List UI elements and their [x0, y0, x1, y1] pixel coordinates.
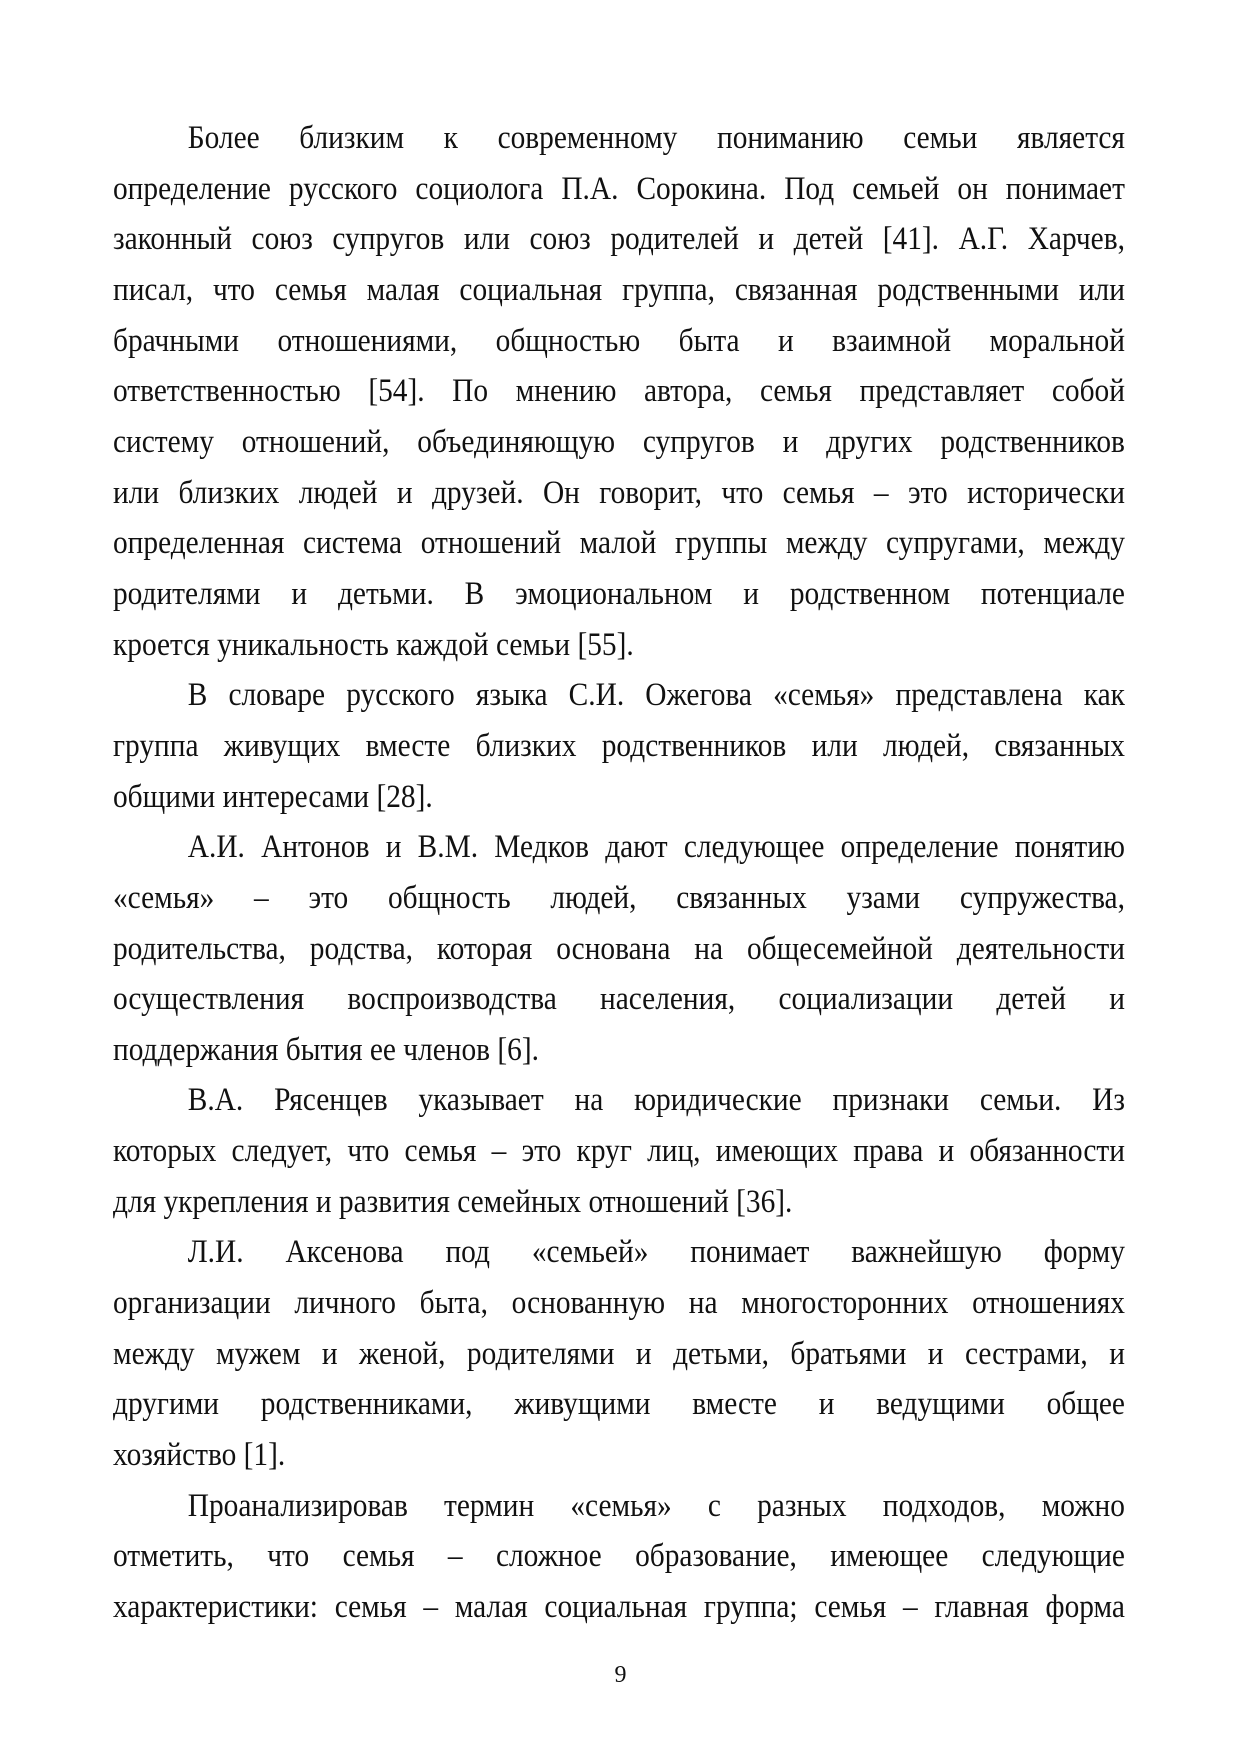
text-line: Более близким к современному пониманию семьи является — [187, 120, 1125, 156]
text-line: другими родственниками, живущими вместе и ведущими общее — [113, 1386, 1125, 1423]
text-line: определенная система отношений малой группы между супругами, между — [113, 525, 1125, 562]
paragraph — [113, 1481, 1125, 1633]
text-line: ответственностью [54]. По мнению автора, семья представляет собой — [113, 373, 1125, 410]
text-line: определение русского социолога П.А. Сорокина. Под семьей он понимает — [113, 170, 1125, 207]
page-body — [113, 113, 1125, 1633]
page-number: 9 — [614, 1662, 627, 1688]
text-line: брачными отношениями, общностью быта и взаимной моральной — [113, 322, 1125, 359]
text-line: общими интересами [28]. — [113, 778, 433, 815]
paragraph — [113, 822, 1125, 1075]
text-line: для укрепления и развития семейных отношений [36]. — [113, 1183, 793, 1220]
text-line: родительства, родства, которая основана на общесемейной деятельности — [113, 930, 1125, 967]
text-line: или близких людей и друзей. Он говорит, что семья – это исторически — [113, 474, 1125, 511]
text-line: организации личного быта, основанную на многосторонних отношениях — [113, 1285, 1125, 1322]
text-line: родителями и детьми. В эмоциональном и родственном потенциале — [113, 575, 1125, 612]
paragraph — [113, 670, 1125, 822]
text-line: осуществления воспроизводства населения, социализации детей и — [113, 981, 1125, 1018]
text-line: А.И. Антонов и В.М. Медков дают следующее определение понятию — [187, 829, 1125, 866]
text-line: «семья» – это общность людей, связанных узами супружества, — [113, 879, 1125, 916]
text-line: которых следует, что семья – это круг лиц, имеющих права и обязанности — [113, 1133, 1125, 1170]
text-line: законный союз супругов или союз родителей и детей [41]. А.Г. Харчев, — [113, 221, 1125, 258]
text-line: характеристики: семья – малая социальная группа; семья – главная форма — [113, 1589, 1125, 1626]
text-line: В.А. Рясенцев указывает на юридические признаки семьи. Из — [187, 1082, 1125, 1119]
paragraph — [113, 1075, 1125, 1227]
text-line: поддержания бытия ее членов [6]. — [113, 1031, 539, 1068]
text-line: хозяйство [1]. — [113, 1437, 286, 1474]
text-line: писал, что семья малая социальная группа, связанная родственными или — [113, 271, 1125, 308]
paragraph — [113, 1227, 1125, 1480]
text-line: Л.И. Аксенова под «семьей» понимает важнейшую форму — [187, 1234, 1125, 1271]
paragraph — [113, 113, 1125, 670]
text-line: В словаре русского языка С.И. Ожегова «семья» представлена как — [187, 677, 1125, 714]
text-line: группа живущих вместе близких родственников или людей, связанных — [113, 727, 1125, 764]
text-line: отметить, что семья – сложное образование, имеющее следующие — [113, 1538, 1125, 1575]
text-line: систему отношений, объединяющую супругов и других родственников — [113, 423, 1125, 460]
text-line: кроется уникальность каждой семьи [55]. — [113, 626, 634, 663]
text-line: Проанализировав термин «семья» с разных подходов, можно — [187, 1487, 1125, 1524]
text-line: между мужем и женой, родителями и детьми, братьями и сестрами, и — [113, 1335, 1125, 1372]
